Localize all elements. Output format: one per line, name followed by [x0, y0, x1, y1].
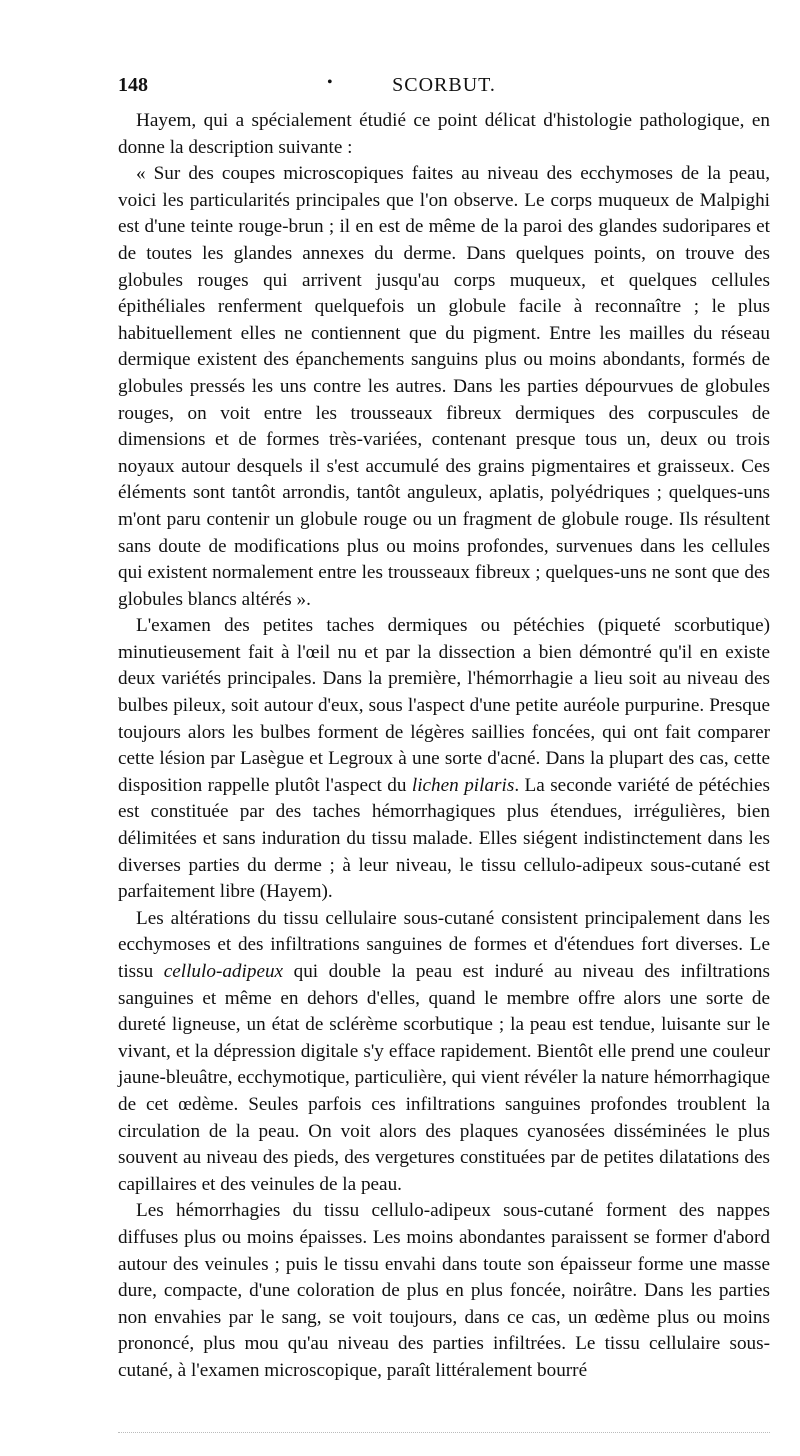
paragraph-hemorrhages: Les hémorrhagies du tissu cellulo-adipeux sous-cutané forment des nappes diffuses plus ou moins épaisses. Les moins abondantes paraissent se former d'abord autour des veinules ; puis le tissu envahi dans toute son épaisseur forme une masse dure, compacte, d'une coloration de plus en plus foncée, noirâtre. Dans les parties non envahies par le sang, se voit toujours, dans ce cas, un œdème plus ou moins prononcé, plus mou qu'au niveau des parties infiltrées. Le tissu cellulaire sous-cutané, à l'examen microscopique, paraît littéralement bourré	[118, 1200, 770, 1381]
italic-term: lichen pilaris	[411, 774, 515, 796]
paragraph-text: qui double la peau est induré au niveau des infiltrations sanguines et même en dehors d'elles, quand le membre offre alors une sorte de dureté ligneuse, un état de sclérème scorbutique ; la peau est tendue, luisante sur le vivant, et la dépression digitale s'y efface rapidement. Bientôt elle prend une couleur jaune-bleuâtre, ecchymotique, particulière, qui vient révéler la nature hémorrhagique de cet œdème. Seules parfois ces infiltrations sanguines profondes troublent la circulation de la peau. On voit alors des plaques cyanosées disséminées le plus souvent au niveau des pieds, des vergetures constituées par de petites dilatations des capillaires et des veinules de la peau.	[118, 961, 770, 1195]
paragraph-petechiae	[118, 613, 770, 906]
paragraph-alterations	[118, 906, 770, 1199]
paragraph-text: . La seconde variété de pétéchies est constituée par des taches hémorrhagiques plus étendues, irrégulières, bien délimitées et sans induration du tissu malade. Elles siégent indistinctement dans les diverses parties du derme ; à leur niveau, le tissu cellulo-adipeux sous-cutané est parfaitement libre (Hayem).	[118, 774, 770, 903]
paragraph-text: Les altérations du tissu cellulaire sous-cutané consistent principalement dans les ecchymoses et des infiltrations sanguines de formes et d'étendues fort diverses. Le tissu	[118, 907, 770, 982]
footer-rule	[118, 1432, 770, 1435]
running-title: SCORBUT.	[392, 74, 496, 96]
paragraph-quotation: « Sur des coupes microscopiques faites au niveau des ecchymoses de la peau, voici les particularités principales que l'on observe. Le corps muqueux de Malpighi est d'une teinte rouge-brun ; il en est de même de la paroi des glandes sudoripares et de toutes les glandes annexes du derme. Dans quelques points, on trouve des globules rouges qui arrivent jusqu'au corps muqueux, et quelques cellules épithéliales renferment quelquefois un globule facile à reconnaître ; le plus habituellement elles ne contiennent que du pigment. Entre les mailles du réseau dermique existent des épanchements sanguins plus ou moins abondants, formés de globules pressés les uns contre les autres. Dans les parties dépourvues de globules rouges, on voit entre les trousseaux fibreux dermiques des corpuscules de dimensions et de formes très-variées, contenant presque tous un, deux ou trois noyaux autour desquels il s'est accumulé des grains pigmentaires et graisseux. Ces éléments sont tantôt arrondis, tantôt anguleux, aplatis, polyédriques ; quelques-uns m'ont paru contenir un globule rouge ou un fragment de globule rouge. Ils résultent sans doute de modifications plus ou moins profondes, survenues dans les cellules qui existent normalement entre les trousseaux fibreux ; quelques-uns ne sont que des globules blancs altérés ».	[118, 163, 770, 610]
body-text	[118, 108, 770, 1385]
paragraph-intro: Hayem, qui a spécialement étudié ce point délicat d'histologie pathologique, en donne la description suivante :	[118, 110, 770, 158]
paragraph-text: L'examen des petites taches dermiques ou pétéchies (piqueté scorbutique) minutieusement fait à l'œil nu et par la dissection a bien démontré qu'il en existe deux variétés principales. Dans la première, l'hémorrhagie a lieu soit au niveau des bulbes pileux, soit autour d'eux, sous l'aspect d'une petite auréole purpurine. Presque toujours alors les bulbes forment de légères saillies foncées, qui ont fait comparer cette lésion par Lasègue et Legroux à une sorte d'acné. Dans la plupart des cas, cette disposition rappelle plutôt l'aspect du	[118, 615, 770, 796]
page-header	[118, 74, 770, 102]
page-number: 148	[118, 74, 148, 96]
header-ornament: •	[327, 74, 333, 91]
italic-term: cellulo-adipeux	[163, 961, 284, 982]
